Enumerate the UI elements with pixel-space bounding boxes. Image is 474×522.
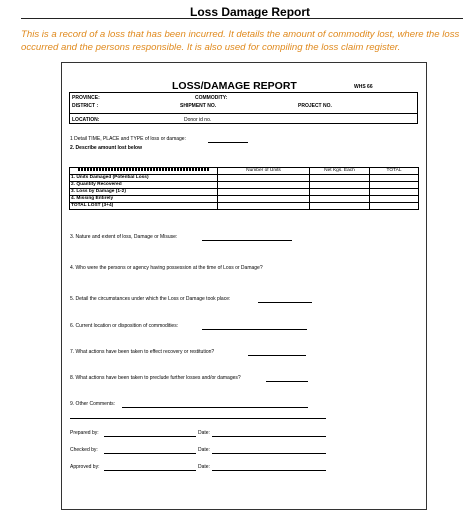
question-8: 8. What actions have been taken to preclude further losses and/or damages? (70, 375, 241, 381)
total-cell[interactable] (370, 175, 419, 182)
kgs-cell[interactable] (310, 189, 370, 196)
table-row (70, 182, 419, 189)
units-cell[interactable] (218, 182, 310, 189)
location-label: LOCATION: (72, 117, 100, 123)
question-1: 1 Detail TIME, PLACE and TYPE of loss or damage: (70, 136, 186, 142)
prepared-by-line[interactable] (104, 436, 196, 437)
table-header-hatched (70, 168, 218, 175)
intro-paragraph: This is a record of a loss that has been incurred. It details the amount of commodity lost, where the loss occurred and the persons responsible. It is also used for compiling the loss claim register. (21, 29, 460, 53)
checked-date-line[interactable] (212, 453, 326, 454)
prepared-date-line[interactable] (212, 436, 326, 437)
total-cell[interactable] (370, 189, 419, 196)
question-2: 2. Describe amount lost below (70, 145, 142, 151)
header-divider (70, 113, 417, 114)
district-label: DISTRICT : (72, 103, 99, 109)
approved-date-label: Date: (198, 464, 210, 470)
answer-line-9a[interactable] (122, 407, 308, 408)
question-3: 3. Nature and extent of loss, Damage or Misuse: (70, 234, 178, 240)
units-cell[interactable] (218, 189, 310, 196)
table-header-row (70, 168, 419, 175)
approved-by-label: Approved by: (70, 464, 100, 470)
kgs-cell[interactable] (310, 203, 370, 210)
table-row (70, 196, 419, 203)
table-header-total: TOTAL (370, 168, 419, 175)
checked-date-label: Date: (198, 447, 210, 453)
approved-by-line[interactable] (104, 470, 196, 471)
units-cell[interactable] (218, 175, 310, 182)
form-title: LOSS/DAMAGE REPORT (172, 80, 297, 92)
answer-line-3[interactable] (202, 240, 292, 241)
project-label: PROJECT NO. (298, 103, 332, 109)
kgs-cell[interactable] (310, 182, 370, 189)
total-cell[interactable] (370, 203, 419, 210)
hatched-header-marker (78, 168, 209, 171)
form-code: WHS 66 (354, 84, 373, 90)
province-label: PROVINCE: (72, 95, 100, 101)
table-row (70, 189, 419, 196)
loss-table (69, 167, 419, 210)
answer-line-5[interactable] (258, 302, 312, 303)
question-6: 6. Current location or disposition of commodities: (70, 323, 179, 329)
table-row (70, 175, 419, 182)
answer-line-8[interactable] (266, 381, 308, 382)
prepared-by-label: Prepared by: (70, 430, 99, 436)
row-label: 2. Quantity Recovered (70, 182, 218, 189)
table-header-units: Number of Units (218, 168, 310, 175)
answer-line-1[interactable] (208, 142, 248, 143)
question-4: 4. Who were the persons or agency having possession at the time of Loss or Damage? (70, 265, 263, 271)
approved-date-line[interactable] (212, 470, 326, 471)
answer-line-9b[interactable] (70, 418, 326, 419)
prepared-date-label: Date: (198, 430, 210, 436)
checked-by-line[interactable] (104, 453, 196, 454)
row-label: 1. Units Damaged (Potential Loss) (70, 175, 218, 182)
table-header-net-kgs: Net Kgs. Each (310, 168, 370, 175)
question-7: 7. What actions have been taken to effect recovery or restitution? (70, 349, 215, 355)
kgs-cell[interactable] (310, 175, 370, 182)
total-cell[interactable] (370, 196, 419, 203)
loss-damage-form (61, 62, 427, 510)
units-cell[interactable] (218, 203, 310, 210)
answer-line-6[interactable] (202, 329, 307, 330)
answer-line-7[interactable] (248, 355, 306, 356)
heading-divider (21, 18, 463, 19)
checked-by-label: Checked by: (70, 447, 98, 453)
shipment-label: SHIPMENT NO. (180, 103, 217, 109)
kgs-cell[interactable] (310, 196, 370, 203)
units-cell[interactable] (218, 196, 310, 203)
donor-label: Donor id no. (184, 117, 212, 123)
commodity-label: COMMODITY: (195, 95, 228, 101)
report-heading: Loss Damage Report (190, 5, 311, 19)
table-row (70, 203, 419, 210)
row-label: 4. Missing Entirely (70, 196, 218, 203)
row-label: 3. Loss by Damage (1-2) (70, 189, 218, 196)
form-header-box (69, 92, 418, 124)
question-9: 9. Other Comments: (70, 401, 116, 407)
question-5: 5. Detail the circumstances under which the Loss or Damage took place: (70, 296, 231, 302)
total-cell[interactable] (370, 182, 419, 189)
row-label: TOTAL LOST (3+4) (70, 203, 218, 210)
